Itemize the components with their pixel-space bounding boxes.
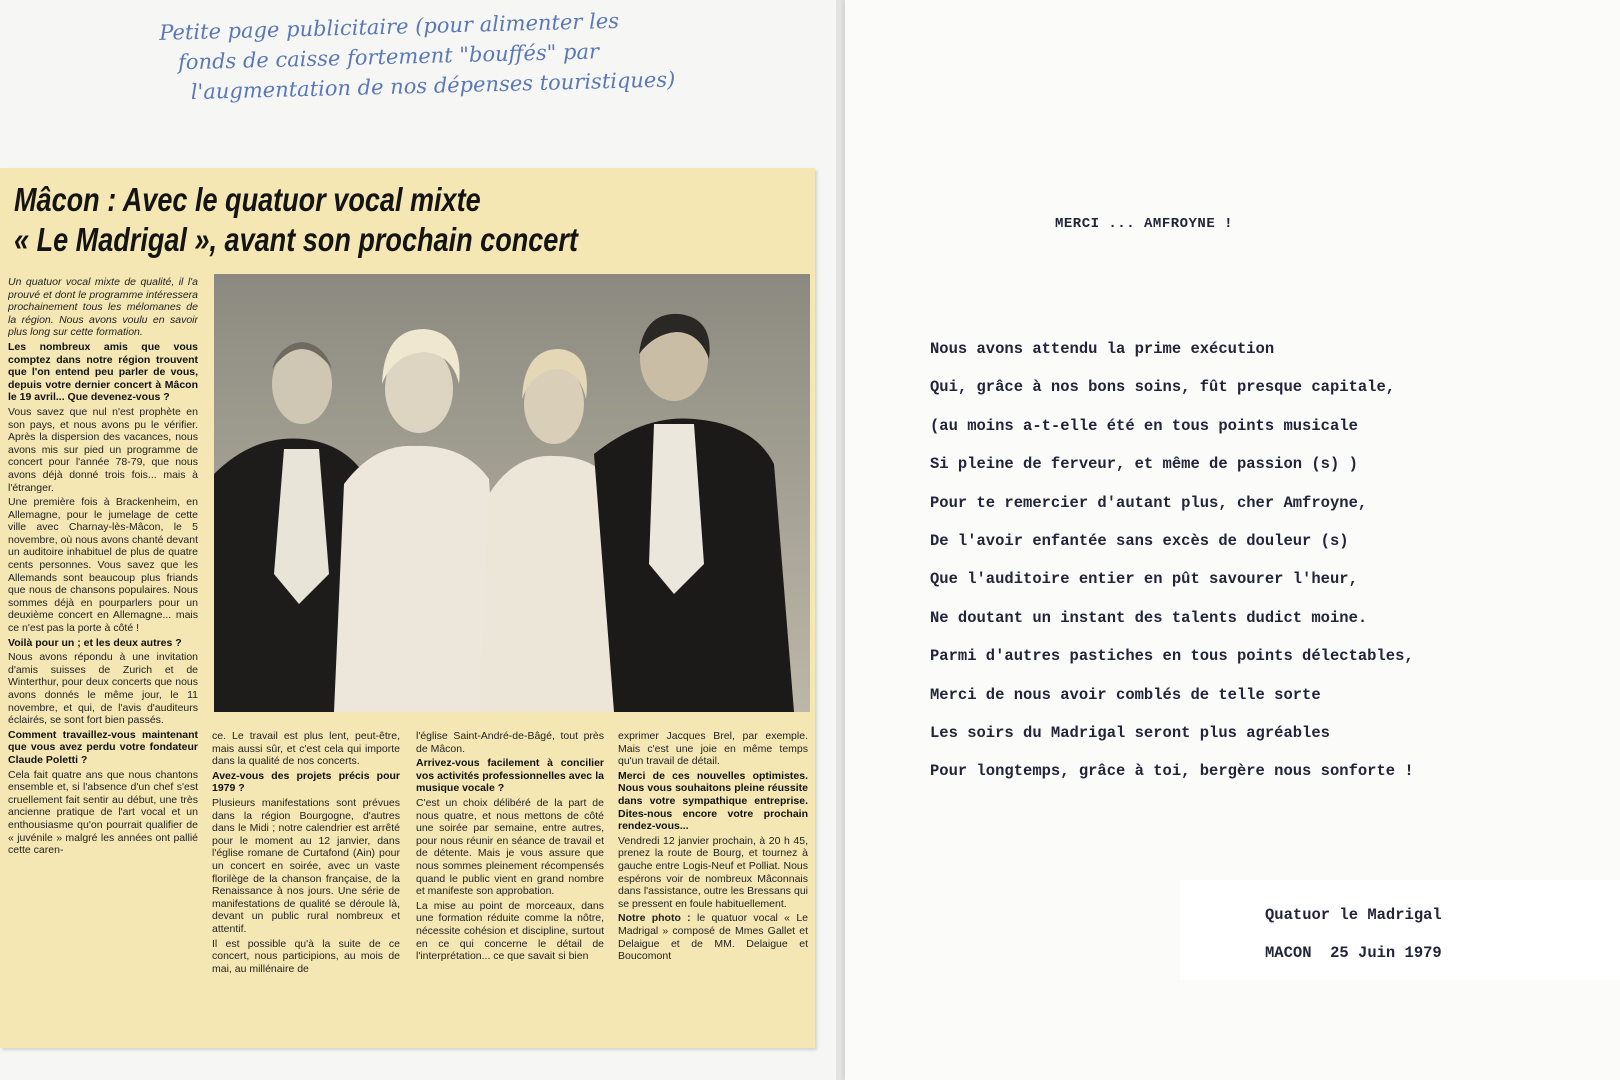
poem-body (930, 340, 1414, 801)
note-line: Petite page publicitaire (pour alimenter les (159, 8, 620, 45)
interview-answer: Il est possible qu'à la suite de ce concert, nous participions, au mois de mai, au millénaire de (212, 937, 400, 975)
interview-answer: exprimer Jacques Brel, par exemple. Mais c'est une joie en même temps qu'un travail de détail. (618, 730, 808, 768)
interview-question: Merci de ces nouvelles optimistes. Nous vous souhaitons pleine réussite dans votre sympathique entreprise. Dites-nous encore votre prochain rendez-vous... (618, 769, 808, 833)
interview-question: Comment travaillez-vous maintenant que vous avez perdu votre fondateur Claude Poletti ? (8, 728, 198, 766)
note-line: l'augmentation de nos dépenses touristiques) (190, 67, 676, 105)
poem-line: Merci de nous avoir comblés de telle sorte (930, 685, 1321, 704)
note-line: fonds de caisse fortement "bouffés" par (177, 39, 600, 75)
poem-line: Nous avons attendu la prime exécution (930, 340, 1275, 358)
place-date: MACON 25 Juin 1979 (1265, 944, 1442, 962)
signature-area (1180, 880, 1620, 980)
poem-line: De l'avoir enfantée sans excès de douleur (s) (930, 531, 1349, 550)
photo-caption (618, 912, 808, 962)
interview-answer: Une première fois à Brackenheim, en Allemagne, pour le jumelage de cette ville avec Charnay-lès-Mâcon, le 5 novembre, où nous avons chanté devant un auditoire inhabituel de plus de quatre cents personnes. Vous savez que les Allemands sont beaucoup plus friands que nous de chansons populaires. Nous sommes déjà en pourparlers pour un deuxième concert en Allemagne... mais ce n'est pas la porte à côté ! (8, 496, 198, 635)
poem-line: Que l'auditoire entier en pût savourer l'heur, (930, 570, 1358, 589)
interview-question: Avez-vous des projets précis pour 1979 ? (212, 769, 400, 795)
poem-line: Qui, grâce à nos bons soins, fût presque capitale, (930, 378, 1396, 397)
poem-line: (au moins a-t-elle été en tous points musicale (930, 416, 1358, 435)
quartet-photo (214, 274, 810, 712)
poem-line: Ne doutant un instant des talents dudict moine. (930, 608, 1368, 627)
interview-answer: La mise au point de morceaux, dans une formation réduite comme la nôtre, nécessite cohésion et discipline, surtout en ce qui concerne le détail de l'interprétation... ce que savait si bien (416, 899, 604, 963)
interview-answer: ce. Le travail est plus lent, peut-être, mais aussi sûr, et c'est cela qui importe dans la qualité de nos concerts. (212, 730, 400, 768)
interview-question: Arrivez-vous facilement à concilier vos activités professionnelles avec la musique vocale ? (416, 757, 604, 795)
article-column-1 (8, 276, 198, 1038)
article-column-2 (212, 730, 400, 1040)
headline-line-1: Mâcon : Avec le quatuor vocal mixte (14, 181, 481, 218)
interview-answer: Vous savez que nul n'est prophète en son pays, et nous avons pu le vérifier. Après la dispersion des vacances, nous avons mis sur pied un programme de concert pour l'année 78-79, que nous avons déjà donné trois fois... mais à l'étranger. (8, 405, 198, 494)
poem-line: Les soirs du Madrigal seront plus agréables (930, 723, 1330, 742)
signature: Quatuor le Madrigal (1265, 906, 1442, 924)
article-column-4 (618, 730, 808, 1040)
poem-line: Si pleine de ferveur, et même de passion (s) ) (930, 455, 1358, 474)
interview-answer: C'est un choix délibéré de la part de nous quatre, et nous mettons de côté une soirée par semaine, entre autres, pour nous réunir en séance de travail et de détente. Mais je vous assure que nous sommes pleinement récompensés quand le public vient en grand nombre et manifeste son approbation. (416, 796, 604, 898)
right-page (845, 0, 1620, 1080)
interview-answer: l'église Saint-André-de-Bâgé, tout près de Mâcon. (416, 730, 604, 755)
poem-line: Parmi d'autres pastiches en tous points délectables, (930, 647, 1414, 666)
interview-answer: Nous avons répondu à une invitation d'amis suisses de Zurich et de Winterthur, pour deux concerts que nous avons donnés le même jour, le 11 novembre, et qui, de l'avis d'auditeurs éclairés, se sont fort bien passés. (8, 651, 198, 727)
interview-answer: Cela fait quatre ans que nous chantons ensemble et, si l'absence d'un chef s'est cruellement fait sentir au début, une très ancienne pratique de l'art vocal et un enthousiasme qu'on pourrait qualifier de « juvénile » malgré les années ont pallié cette caren- (8, 768, 198, 857)
letter-title: MERCI ... AMFROYNE ! (1055, 216, 1234, 232)
caption-text: le quatuor vocal « Le Madrigal » composé de Mmes Gallet et Delaigue et de MM. Delaigue et Boucomont (618, 912, 808, 963)
caption-label: Notre photo : (618, 912, 691, 925)
page-gutter (836, 0, 845, 1080)
article-lead: Un quatuor vocal mixte de qualité, il l'a prouvé et dont le programme intéressera prochainement tous les mélomanes de la région. Nous avons voulu en savoir plus long sur cette formation. (8, 276, 198, 339)
quartet-illustration (214, 274, 810, 712)
article-headline (14, 180, 662, 260)
newspaper-clipping (0, 168, 815, 1048)
interview-question: Les nombreux amis que vous comptez dans notre région trouvent que l'on entend peu parler de vous, depuis votre dernier concert à Mâcon le 19 avril... Que devenez-vous ? (8, 340, 198, 404)
poem-line: Pour te remercier d'autant plus, cher Amfroyne, (930, 493, 1368, 512)
poem-line: Pour longtemps, grâce à toi, bergère nous sonforte ! (930, 762, 1414, 781)
interview-answer: Plusieurs manifestations sont prévues dans la région Bourgogne, d'autres dans le Midi ; notre calendrier est arrêté pour le moment au 12 janvier, dans l'église romane de Curtafond (Ain) pour un concert en soirée, avec un vaste florilège de la chanson française, de la Renaissance à nos jours. Une série de manifestations de qualité se déroule là, devant un public rural nombreux et attentif. (212, 796, 400, 935)
headline-line-2: « Le Madrigal », avant son prochain concert (14, 221, 578, 258)
article-column-3 (416, 730, 604, 1040)
interview-question: Voilà pour un ; et les deux autres ? (8, 636, 182, 649)
handwritten-note (159, 2, 761, 108)
interview-answer: Vendredi 12 janvier prochain, à 20 h 45, prenez la route de Bourg, et tournez à gauche entre Logis-Neuf et Polliat. Nous espérons voir de nombreux Mâconnais dans l'assistance, outre les Bressans qui se pressent en foule habituellement. (618, 834, 808, 910)
